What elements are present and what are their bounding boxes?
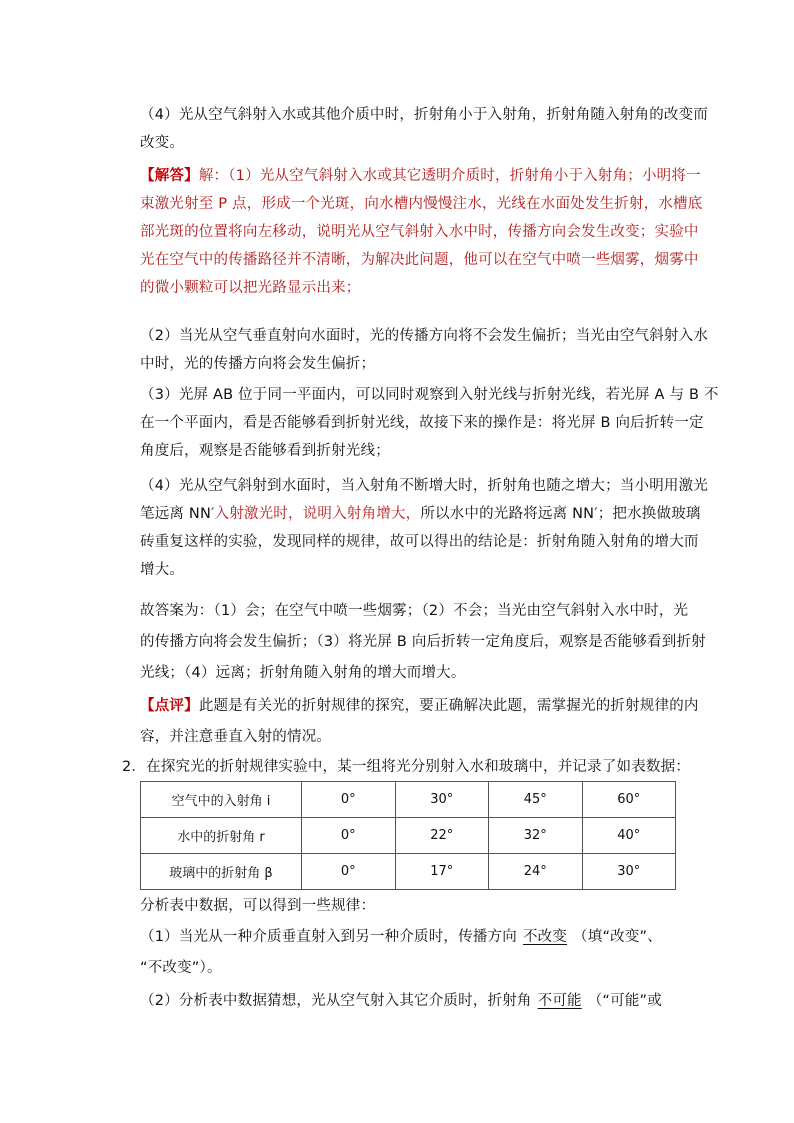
table-row	[141, 854, 676, 890]
table-cell: 0°	[302, 818, 396, 854]
table-cell: 30°	[395, 782, 489, 818]
question-2-sub-2	[140, 988, 680, 1014]
comment-line-2: 容，并注意垂直入射的情况。	[140, 729, 332, 745]
solution-p2-line: （2）当光从空气垂直射向水面时，光的传播方向将不会发生偏折；当光由空气斜射入水	[140, 328, 709, 344]
solution-p4-line: 增大。	[140, 562, 185, 578]
sub-1-answer: 不改变	[522, 929, 568, 945]
sub-2-answer: 不可能	[537, 993, 582, 1009]
table-cell: 0°	[302, 854, 396, 890]
solution-p3-line: 在一个平面内，看是否能够看到折射光线，故接下来的操作是：将光屏 B 向后折转一定	[140, 415, 704, 431]
comment-line-1	[140, 693, 699, 719]
answer-line: 光线；（4）远离；折射角随入射角的增大而增大。	[140, 665, 466, 681]
analysis-item-4-line-1: （4）光从空气斜射入水或其他介质中时，折射角小于入射角，折射角随入射角的改变而	[140, 107, 709, 123]
row-label: 水中的折射角 r	[141, 818, 302, 854]
solution-p4-text: 笔远离 NN′	[140, 506, 215, 522]
comment-text: 此题是有关光的折射规律的探究，要正确解决此题，需掌握光的折射规律的内	[198, 698, 699, 714]
question-2-sub-1	[140, 924, 680, 950]
question-2-stem: 2．在探究光的折射规律实验中，某一组将光分别射入水和玻璃中，并记录了如表数据：	[122, 759, 691, 775]
sub-2-text: （2）分析表中数据猜想，光从空气射入其它介质时，折射角	[140, 993, 532, 1009]
solution-p4-text: 所以水中的光路将远离 NN′；把水换做玻璃	[420, 506, 701, 522]
solution-p4-highlight: 入射激光时，说明入射角增大，	[214, 506, 421, 522]
solution-p1-line: 部光斑的位置将向左移动，说明光从空气斜射入水中时，传播方向会发生改变；实验中	[140, 224, 699, 240]
table-cell: 32°	[489, 818, 583, 854]
table-row	[141, 782, 676, 818]
solution-p1-line: 光在空气中的传播路径并不清晰，为解决此问题，他可以在空气中喷一些烟雾，烟雾中	[140, 252, 699, 268]
solution-p3-line: 角度后，观察是否能够看到折射光线；	[140, 443, 390, 459]
solution-text: 解：（1）光从空气斜射入水或其它透明介质时，折射角小于入射角；小明将一	[198, 168, 701, 184]
solution-line-1	[140, 163, 701, 189]
solution-tag: 【解答】	[140, 168, 199, 184]
table-cell: 60°	[582, 782, 676, 818]
sub-2-text: （“可能”或	[587, 993, 662, 1009]
solution-p4-line: 砖重复这样的实验，发现同样的规律，故可以得出的结论是：折射角随入射角的增大而	[140, 534, 699, 550]
answer-line: 的传播方向将会发生偏折；（3）将光屏 B 向后折转一定角度后，观察是否能够看到折射	[140, 634, 706, 650]
comment-tag: 【点评】	[140, 698, 199, 714]
analysis-item-4-line-2: 改变。	[140, 135, 185, 151]
solution-p3-line: （3）光屏 AB 位于同一平面内，可以同时观察到入射光线与折射光线，若光屏 A 与 B 不	[140, 387, 719, 403]
question-2-sub-1-cont: “不改变”）。	[140, 960, 222, 976]
refraction-data-table	[140, 781, 676, 890]
question-2-intro: 分析表中数据，可以得到一些规律：	[140, 898, 376, 914]
solution-p4-line: （4）光从空气斜射到水面时，当入射角不断增大时，折射角也随之增大；当小明用激光	[140, 478, 709, 494]
answer-line: 故答案为：（1）会；在空气中喷一些烟雾；（2）不会；当光由空气斜射入水中时，光	[140, 603, 689, 619]
table-row	[141, 818, 676, 854]
table-cell: 24°	[489, 854, 583, 890]
table-cell: 22°	[395, 818, 489, 854]
sub-1-text: （1）当光从一种介质垂直射入到另一种介质时，传播方向	[140, 929, 517, 945]
table-cell: 17°	[395, 854, 489, 890]
table-cell: 45°	[489, 782, 583, 818]
row-label: 空气中的入射角 i	[141, 782, 302, 818]
row-label: 玻璃中的折射角 β	[141, 854, 302, 890]
table-cell: 0°	[302, 782, 396, 818]
solution-p1-line: 束激光射至 P 点，形成一个光斑，向水槽内慢慢注水，光线在水面处发生折射，水槽底	[140, 196, 703, 212]
table-cell: 40°	[582, 818, 676, 854]
solution-p2-line: 中时，光的传播方向将会发生偏折；	[140, 356, 376, 372]
sub-1-text: （填“改变”、	[573, 929, 662, 945]
solution-p1-line: 的微小颗粒可以把光路显示出来；	[140, 280, 361, 296]
solution-p4-line	[140, 501, 701, 527]
table-cell: 30°	[582, 854, 676, 890]
